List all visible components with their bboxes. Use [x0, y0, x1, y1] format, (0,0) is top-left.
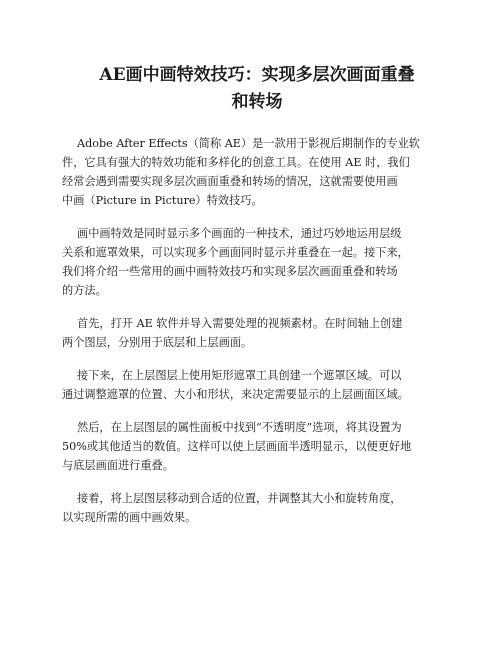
document-title	[62, 62, 452, 116]
title-line-2: 和转场	[231, 92, 283, 112]
text-line: 50%或其他适当的数值。这样可以使上层画面半透明显示，以便更好地	[62, 440, 412, 453]
text-line: 然后，在上层图层的属性面板中找到“不透明度”选项，将其设置为	[77, 421, 402, 434]
text-line: 经常会遇到需要实现多层次画面重叠和转场的情况，这就需要使用画	[62, 175, 398, 188]
text-line: 与底层画面进行重叠。	[62, 459, 174, 472]
text-line: 两个图层，分别用于底层和上层画面。	[62, 336, 253, 349]
paragraph-pip-definition	[62, 224, 452, 300]
text-line: 接着，将上层图层移动到合适的位置，并调整其大小和旋转角度，	[77, 492, 402, 505]
paragraph-intro	[62, 134, 452, 210]
text-line: 中画（Picture in Picture）特效技巧。	[62, 194, 263, 207]
text-line: Adobe After Effects（简称 AE）是一款用于影视后期制作的专业软	[77, 137, 420, 150]
title-line-1: AE画中画特效技巧：实现多层次画面重叠	[99, 65, 415, 85]
text-line: 关系和遮罩效果，可以实现多个画面同时显示并重叠在一起。接下来，	[62, 246, 409, 259]
paragraph-step-opacity	[62, 418, 452, 475]
text-line: 件，它具有强大的特效功能和多样化的创意工具。在使用 AE 时，我们	[62, 156, 410, 169]
text-line: 以实现所需的画中画效果。	[62, 511, 197, 524]
text-line: 的方法。	[62, 284, 107, 297]
text-line: 首先，打开 AE 软件并导入需要处理的视频素材。在时间轴上创建	[77, 317, 403, 330]
text-line: 我们将介绍一些常用的画中画特效技巧和实现多层次画面重叠和转场	[62, 265, 398, 278]
paragraph-step-import	[62, 314, 452, 352]
text-line: 通过调整遮罩的位置、大小和形状，来决定需要显示的上层画面区域。	[62, 388, 409, 401]
paragraph-step-mask	[62, 366, 452, 404]
paragraph-step-transform	[62, 489, 452, 527]
text-line: 接下来，在上层图层上使用矩形遮罩工具创建一个遮罩区域。可以	[77, 369, 402, 382]
text-line: 画中画特效是同时显示多个画面的一种技术，通过巧妙地运用层级	[77, 227, 402, 240]
